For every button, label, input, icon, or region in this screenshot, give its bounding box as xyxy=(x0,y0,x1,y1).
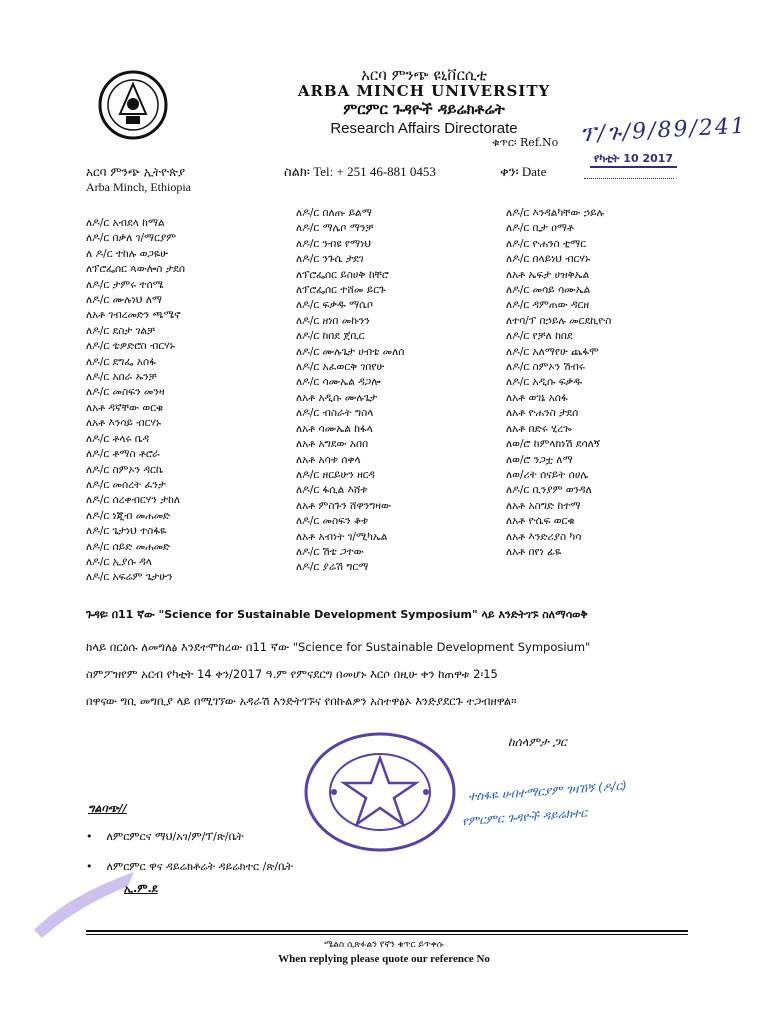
recipient-name: ለአቶ በየነ ፊዬ xyxy=(506,545,562,558)
recipient-name: ለወ/ሪት ሰናይት ሰሀሌ xyxy=(506,468,589,481)
recipient-name: ለዶ/ር ጌታነህ ተስፋዬ xyxy=(86,525,167,538)
recipient-name: ለዶ/ር ስምኦን ሽብሩ xyxy=(506,361,585,374)
recipient-name: ለዶ/ር ቢታ ዐማቶ xyxy=(506,222,574,235)
recipient-name: ለፕሮፌሰር ተሸመ ይርጉ xyxy=(296,284,386,297)
university-name-amharic: አርባ ምንጭ ዩኒቨርሲቲ xyxy=(361,66,487,84)
recipients-column-1 xyxy=(86,216,185,586)
recipient-name: ለዶ/ር እንዳልካቸው ኃይሉ xyxy=(506,207,605,219)
recipient-name: ለዶ/ር ከበደ ጀቢር xyxy=(296,330,365,343)
recipient-name: ለአቶ ገብረመድን ጫሜኖ xyxy=(86,309,181,322)
cc-item: • ለምርምር ዋና ዳይሬክቶሬት ዳይሬክተር /ጽ/ቤት xyxy=(86,860,294,873)
recipient-name: ለዶ/ር የቻለ ከበደ xyxy=(506,330,573,343)
recipient-name: ለዶ/ር ንጉሴ ታደገ xyxy=(296,253,364,266)
recipient-name: ለዶ/ር ንብዩ የማነህ xyxy=(296,237,371,250)
recipient-name: ለዶ/ር ሳሙኤል ዳጋሎ xyxy=(296,376,381,389)
recipient-name: ለፕሮፌሰር ይስሀቅ ከቸሮ xyxy=(296,268,389,281)
reference-number: ፕ/ጉ/9/89/241 xyxy=(579,113,748,148)
signatory-title: የምርምር ጉዳዮች ዳይሬክተር xyxy=(461,805,588,829)
recipient-name: ለዶ/ር አዲሱ ፍቃዱ xyxy=(506,376,582,389)
recipient-name: ለአቶ አሳቱ ሰቀላ xyxy=(296,453,361,466)
recipient-name: ለዶ/ር ስምኦን ዳርኬ xyxy=(86,463,164,476)
recipient-name: ለአቶ ኤፍታ ሀዝቅኤል xyxy=(506,268,590,281)
recipient-name: ለዶ/ር ደግፌ አሰፋ xyxy=(86,355,156,368)
telephone: ስልክ፡ Tel: + 251 46-881 0453 xyxy=(284,164,436,179)
recipient-name: ለዶ/ር ዳምጠው ዳርዘ xyxy=(506,299,590,312)
recipient-name: ለአቶ ዮሴፍ ወርቁ xyxy=(506,515,575,528)
recipient-name: ለአቶ እንድሪያስ ካሳ xyxy=(506,530,582,543)
recipient-name: ለአቶ ዮሐንስ ታደሰ xyxy=(506,407,579,420)
recipient-name: ለዶ/ር ቶላሩ ቤዳ xyxy=(86,432,150,445)
recipient-name: ለዶ/ር አፍሬም ጌታሁን xyxy=(86,571,173,584)
recipient-name: ለዶ/ር በቃለ ገ/ማርያም xyxy=(86,232,177,245)
recipient-name: ለዶ/ር መስፍን መንዛ xyxy=(86,386,165,399)
ink-smudge-icon xyxy=(24,860,144,940)
recipient-name: ለዶ/ር መሳይ ሳሙኤል xyxy=(506,284,591,297)
date-label: ቀን፡ Date xyxy=(500,164,547,179)
initials: ኢ.ም.ደ xyxy=(124,882,158,895)
recipient-name: ለዶ/ር ቢንያም ወንዳለ xyxy=(506,484,592,497)
recipient-name: ለዶ/ር በላይነህ ብርሃኑ xyxy=(506,253,591,266)
recipient-name: ለወ/ሮ ከምላክነሽ ደሳለኝ xyxy=(506,438,601,451)
recipient-name: ለዶ/ር ሽቴ ጋተው xyxy=(296,545,364,558)
footer-english: When replying please quote our reference No xyxy=(278,953,490,965)
recipient-name: ለአቶ አስግድ ከተማ xyxy=(506,499,581,512)
date-line xyxy=(584,178,674,179)
recipient-name: ለ ዶ/ር ተከሉ ወጋዬሁ xyxy=(86,247,169,260)
footer-amharic: ሜልስ ሲጽፉልን የኛን ቁጥር ይጥቀሱ xyxy=(324,940,444,950)
recipient-name: ለአቶ እንሳይ ብርሃኑ xyxy=(86,417,162,430)
recipient-name: ለአቶ ወገኔ አሰፋ xyxy=(506,391,568,404)
body-line: ስምፖዝየም አርብ የካቲት 14 ቀን/2017 ዓ.ም የምናደርግ በመሆኑ እርሶ በዚሁ ቀን ከጠዋቱ 2፡15 xyxy=(86,667,498,681)
recipient-name: ለፕሮፌሰር ጳውሎስ ታደሰ xyxy=(86,263,186,276)
location-english: Arba Minch, Ethiopia xyxy=(86,180,191,194)
recipient-name: ለዶ/ር ፍቃዱ ማሴቦ xyxy=(296,299,373,312)
recipient-name: ለአቶ በድሩ ሂረጐ xyxy=(506,422,572,435)
recipient-name: ለዶ/ር ሙሉነህ ለማ xyxy=(86,294,163,307)
footer-rule xyxy=(86,930,688,932)
recipient-name: ለዶ/ር ብስራት ግስላ xyxy=(296,407,374,420)
recipient-name: ለአቶ ሳሙኤል ከፋላ xyxy=(296,422,373,435)
recipient-name: ለዶ/ር ደስታ ገልቻ xyxy=(86,324,156,337)
subject-line: ጉዳዩ፡ በ11 ኛው "Science for Sustainable Development Symposium" ላይ እንድትገኙ ስለማሳወቅ xyxy=(86,608,588,621)
recipient-name: ለዶ/ር ሙሉጌታ ሀብቴ መለሰ xyxy=(296,345,405,358)
recipient-name: ለዶ/ር አበራ ኡንቻ xyxy=(86,371,157,384)
cc-item: • ለምርምርና ማህ/አገ/ም/ፕ/ጽ/ቤት xyxy=(86,830,244,843)
university-name-english: ARBA MINCH UNIVERSITY xyxy=(297,82,551,100)
cc-label: ግልባጭ// xyxy=(88,802,127,815)
recipient-name: ለአቶ ምስጉን ሸዋንግዛው xyxy=(296,499,392,512)
recipient-name: ለዶ/ር አብደላ ከማል xyxy=(86,217,165,229)
recipient-name: ለዶ/ር ቴዎድሮስ ብርሃኑ xyxy=(86,340,175,353)
recipient-name: ለዶ/ር ማሌቦ ማንቻ xyxy=(296,222,374,235)
recipient-name: ለዶ/ር ኢያሱ ዳላ xyxy=(86,555,152,568)
date-stamp: የካቲት 10 2017 xyxy=(590,152,677,168)
recipient-name: ለዶ/ር መሰረት ፈንታ xyxy=(86,478,166,491)
directorate-name-english: Research Affairs Directorate xyxy=(330,120,518,137)
recipient-name: ለዶ/ር ነጂብ መሐመድ xyxy=(86,509,170,522)
recipient-name: ለዶ/ር ዮሐንስ ቲማር xyxy=(506,237,587,250)
footer-rule xyxy=(86,934,688,935)
recipients-column-3 xyxy=(506,206,611,560)
recipient-name: ለአቶ ዳኛቸው ወርቁ xyxy=(86,401,164,414)
body-line: በዋናው ግቢ መግቢያ ላይ በሚገኘው አዳራሽ እንድትገኙና የበኩልዎን አስተዋፅኦ እንድያደርጉ ተጋብዘዋል። xyxy=(86,694,517,708)
recipient-name: ለዶ/ር ታምሩ ተሰሜ xyxy=(86,278,164,291)
official-seal-icon xyxy=(300,728,460,856)
body-line: ከላይ በርዕሱ ለመግለፅ እንደተሞከረው በ11 ኛው "Science for Sustainable Development Symposium" xyxy=(86,640,591,654)
location-amharic: አርባ ምንጭ ኢትዮጵያ xyxy=(86,165,186,179)
recipient-name: ለዶ/ር ፋሲል እሸቱ xyxy=(296,484,368,497)
recipient-name: ለወ/ሮ ንጋቷ ለማ xyxy=(506,453,573,466)
recipient-name: ለዶ/ር ዘነበ መኩንን xyxy=(296,314,370,327)
recipient-name: ለዶ/ር አለማየሁ ጨፋሞ xyxy=(506,345,599,358)
recipient-name: ለዶ/ር መስፍን ቆቱ xyxy=(296,515,369,528)
recipient-name: ለተባ/ፕ በኃይሉ መርደኪዮስ xyxy=(506,314,612,327)
recipient-name: ለዶ/ር በለጡ ይልማ xyxy=(296,207,372,219)
directorate-name-amharic: ምርምር ጉዳዮች ዳይሬክቶሬት xyxy=(343,100,505,118)
recipient-name: ለዶ/ር ቶማስ ቶሮራ xyxy=(86,448,160,461)
recipient-name: ለአቶ አግደው አበበ xyxy=(296,438,369,451)
recipient-name: ለዶ/ር ሰረቀብርሃን ታከለ xyxy=(86,494,181,507)
recipient-name: ለዶ/ር ሰይድ መሐመድ xyxy=(86,540,170,553)
recipient-name: ለዶ/ር አፈወርቅ ገበየሁ xyxy=(296,361,385,374)
recipients-column-2 xyxy=(296,206,404,576)
recipient-name: ለዶ/ር ዘርይሁን ዘርዳ xyxy=(296,468,375,481)
recipient-name: ለአቶ አዲሱ ሙሉጌታ xyxy=(296,391,378,404)
closing-salutation: ከሰላምታ ጋር xyxy=(508,735,567,749)
signatory-name: ተስፋዬ ሀብተማርያም ገዛኸኝ (ዶ/ር) xyxy=(467,778,628,804)
reference-label: ቁጥር፡ Ref.No xyxy=(492,136,559,149)
recipient-name: ለአቶ አብነት ገ/ሚካኤል xyxy=(296,530,388,543)
recipient-name: ለዶ/ር ያሬሽ ግርማ xyxy=(296,561,369,574)
